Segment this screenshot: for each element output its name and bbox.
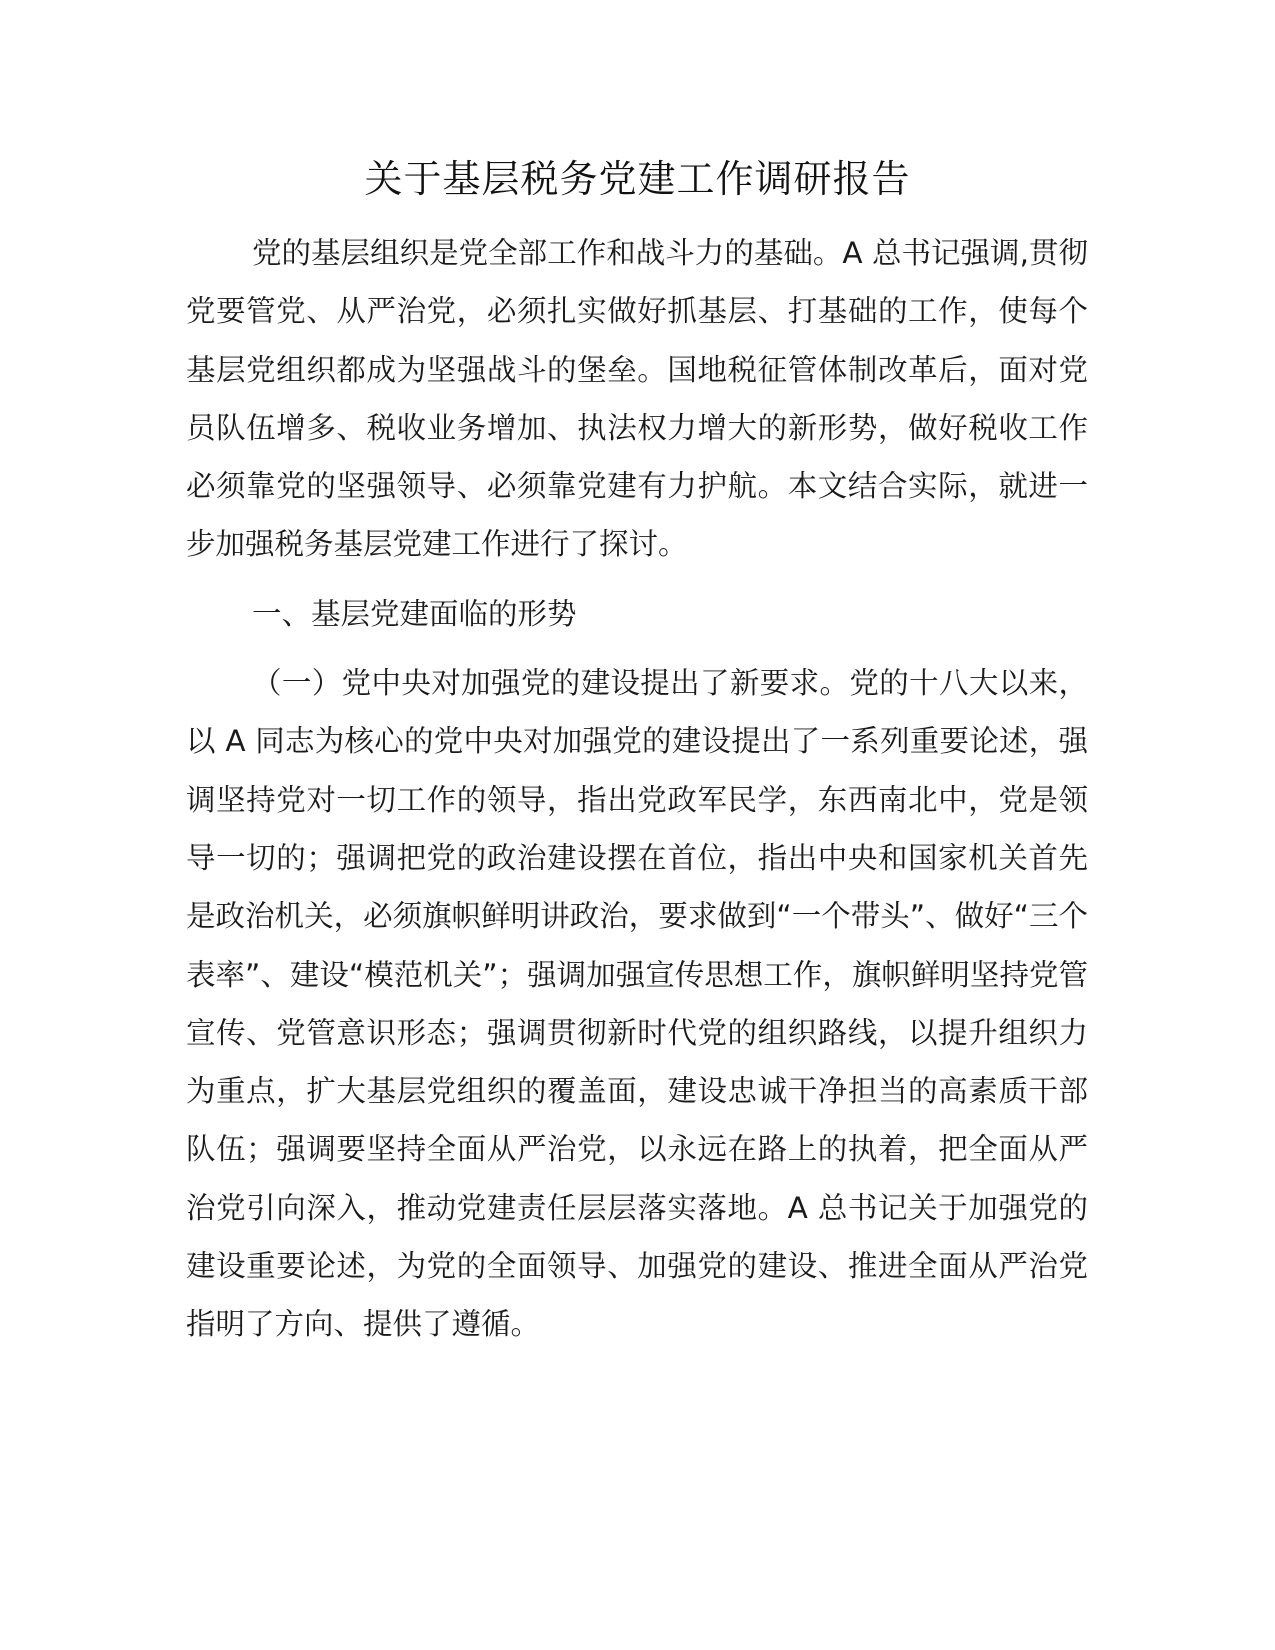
document-body [186, 224, 1107, 1365]
document-title: 关于基层税务党建工作调研报告 [364, 157, 911, 201]
section-heading: 一、基层党建面临的形势 [252, 596, 577, 631]
subsection-paragraph: （一）党中央对加强党的建设提出了新要求。党的十八大以来， 以 A 同志为核心的党中央对加强党的建设提出了一系列重要论述，强调坚持党对一切工作的领导，指出党政军民学，东西南北中，党是领导一切的；强调把党的政治建设摆在首位，指出中央和国家机关首先是政治机关，必须旗帜鲜明讲政治，要求做到“一个带头”、做好“三个表率”、建设“模范机关”；强调加强宣传思想工作，旗帜鲜明坚持党管宣传、党管意识形态；强调贯彻新时代党的组织路线，以提升组织力为重点，扩大基层党组织的覆盖面，建设忠诚干净担当的高素质干部队伍；强调要坚持全面从严治党，以永远在路上的执着，把全面从严治党引向深入，推动党建责任层层落实落地。A 总书记关于加强党的建设重要论述，为党的全面领导、加强党的建设、推进全面从严治党指明了方向、提供了遵循。 [186, 666, 1107, 1342]
intro-paragraph: 党的基层组织是党全部工作和战斗力的基础。A 总书记强调,贯彻党要管党、从严治党，必须扎实做好抓基层、打基础的工作，使每个基层党组织都成为坚强战斗的堡垒。国地税征管体制改革后，面对党员队伍增多、税收业务增加、执法权力增大的新形势，做好税收工作必须靠党的坚强领导、必须靠党建有力护航。本文结合实际，就进一步加强税务基层党建工作进行了探讨。 [186, 236, 1088, 562]
